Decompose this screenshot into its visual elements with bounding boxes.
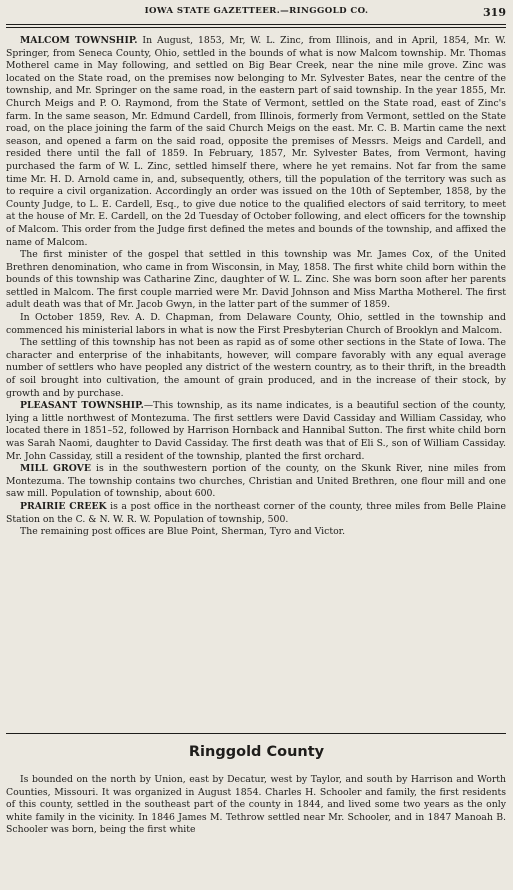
pleasant-heading: PLEASANT TOWNSHIP. — [20, 400, 144, 412]
prairie-creek-paragraph — [6, 501, 506, 526]
malcom-paragraph-1 — [6, 35, 506, 249]
ringgold-county-heading: Ringgold County — [188, 744, 325, 760]
mill-grove-heading: MILL GROVE — [20, 463, 91, 475]
page-number: 319 — [483, 6, 506, 19]
header-rule-top — [6, 24, 506, 25]
ringgold-text — [6, 774, 506, 837]
main-text — [6, 35, 506, 539]
malcom-text-1: In August, 1853, Mr, W. L. Zinc, from Illinois, and in April, 1854, Mr. W. Springer, from Seneca County, Ohio, settled in the bounds of what is now Malcom township. Mr. Thomas Motherel came in May following, and settled on Big Bear Creek, near the nine mile grove. Zinc was located on the State road, on the premises now belonging to Mr. Sylvester Bates, near the centre of the township, and Mr. Springer on the same road, in the eastern part of said township. In the year 1855, Mr. Church Meigs and P. O. Raymond, from the State of Vermont, settled on the State road, east of Zinc's farm. In the same season, Mr. Edmund Cardell, from Illinois, formerly from Vermont, settled on the State road, on the place joining the farm of the said Church Meigs on the east. Mr. C. B. Martin came the next season, and opened a farm on the said road, opposite the premises of Messrs. Meigs and Cardell, and resided there until the fall of 1859. In February, 1857, Mr. Sylvester Bates, from Vermont, having purchased the farm of W. L. Zinc, settled himself there, where he yet remains. Not far from the same time Mr. H. D. Arnold came in, and, subsequently, others, till the population of the territory was such as to require a civil organization. Accordingly an order was issued on the 10th of September, 1858, by the County Judge, to L. E. Cardell, Esq., to give due notice to the qualified electors of said territory, to meet at the house of Mr. E. Cardell, on the 2d Tuesday of October following, and elect officers for the township of Malcom. This order from the Judge first defined the metes and bounds of the township, and affixed the name of Malcom. — [6, 35, 506, 248]
header-rule-bottom — [6, 27, 506, 28]
running-title: IOWA STATE GAZETTEER.—RINGGOLD CO. — [144, 6, 369, 16]
malcom-paragraph-4: The settling of this township has not been as rapid as of some other sections in the State of Iowa. The character and enterprise of the inhabitants, however, will compare favorably with any equal average number of settlers who have peopled any district of the western country, as to their thrift, in the breadth of soil brought into cultivation, the amount of grain produced, and in the increase of their stock, by growth and by purchase. — [6, 337, 506, 399]
prairie-creek-text: is a post office in the northeast corner of the county, three miles from Belle Plaine Station on the C. & N. W. R. W. Population of township, 500. — [6, 500, 506, 525]
ringgold-paragraph: Is bounded on the north by Union, east by Decatur, west by Taylor, and south by Harrison and Worth Counties, Missouri. It was organized in August 1854. Charles H. Schooler and family, the first residents of this county, settled in the southeast part of the county in 1844, and lived some two years as the only white family in the vicinity. In 1846 James M. Tethrow settled near Mr. Schooler, and in 1847 Manoah B. Schooler was born, being the first white — [6, 774, 506, 836]
malcom-heading: MALCOM TOWNSHIP. — [20, 35, 138, 46]
remaining-post-offices: The remaining post offices are Blue Point, Sherman, Tyro and Victor. — [20, 526, 346, 538]
pleasant-text: —This township, as its name indicates, is a beautiful section of the county, lying a little northwest of Montezuma. The first settlers were David Cassiday and William Cassiday, who located there in 1851–52, followed by Harrison Hornback and Hannibal Sutton. The first white child born was Sarah Naomi, daughter to David Cassiday. The first death was that of Eli S., son of William Cassiday. Mr. John Cassiday, still a resident of the township, planted the first orchard. — [6, 400, 506, 462]
prairie-creek-heading: PRAIRIE CREEK — [20, 500, 107, 512]
malcom-paragraph-3: In October 1859, Rev. A. D. Chapman, from Delaware County, Ohio, settled in the township and commenced his ministerial labors in what is now the First Presbyterian Church of Brooklyn and Malcom. — [6, 312, 506, 336]
mill-grove-text: is in the southwestern portion of the county, on the Skunk River, nine miles from Montezuma. The township contains two churches, Christian and United Brethren, one flour mill and one saw mill. Population of township, about 600. — [6, 463, 506, 500]
mill-grove-paragraph — [6, 463, 506, 501]
malcom-paragraph-2: The first minister of the gospel that settled in this township was Mr. James Cox, of the United Brethren denomination, who came in from Wisconsin, in May, 1858. The first white child born within the bounds of this township was Catharine Zinc, daughter of W. L. Zinc. She was born soon after her parents settled in Malcom. The first couple married were Mr. David Johnson and Miss Martha Motherel. The first adult death was that of Mr. Jacob Gwyn, in the latter part of the summer of 1859. — [6, 249, 506, 311]
section-divider — [6, 733, 506, 734]
pleasant-paragraph — [6, 400, 506, 463]
running-header — [0, 6, 513, 20]
